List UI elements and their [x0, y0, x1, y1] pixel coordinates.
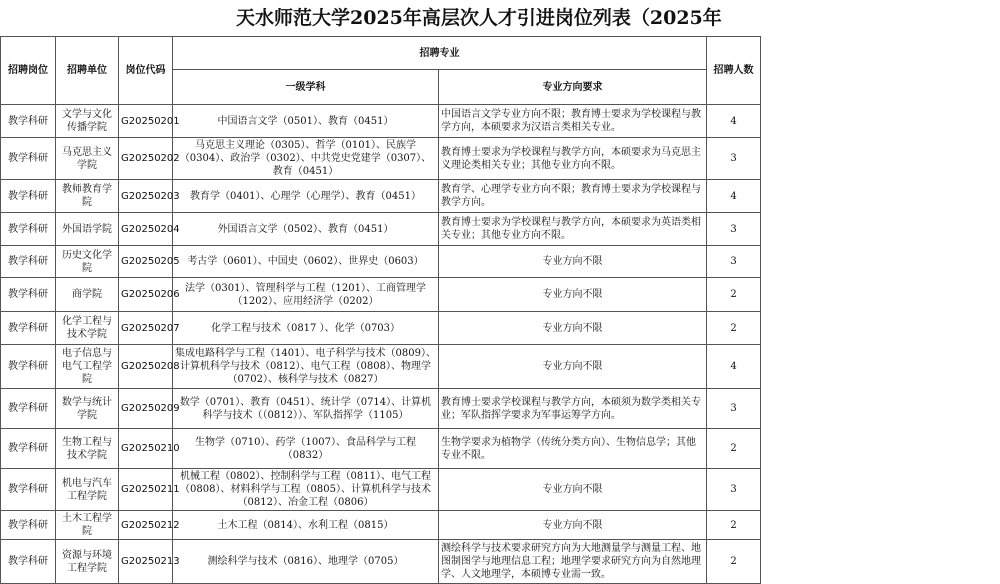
position-cell: 教学科研 — [1, 429, 56, 469]
header-code: 岗位代码 — [119, 37, 173, 105]
page-title: 天水师范大学2025年高层次人才引进岗位列表（2025年 — [236, 7, 722, 29]
discipline-cell: 考古学（0601）、中国史（0602）、世界史（0603） — [173, 246, 439, 278]
discipline-cell: 马克思主义理论（0305）、哲学（0101）、民族学（0304）、政治学（0302）、中共党史党建学（0307）、教育（0451） — [173, 138, 439, 180]
code-cell: G20250206 — [119, 278, 173, 312]
direction-cell: 专业方向不限 — [439, 278, 707, 312]
count-cell: 3 — [707, 389, 761, 429]
unit-cell: 化学工程与技术学院 — [56, 312, 119, 345]
unit-cell: 外国语学院 — [56, 213, 119, 246]
direction-cell: 生物学要求为植物学（传统分类方向）、生物信息学；其他专业不限。 — [439, 429, 707, 469]
code-cell: G20250209 — [119, 389, 173, 429]
unit-cell: 数学与统计学院 — [56, 389, 119, 429]
count-cell: 2 — [707, 511, 761, 540]
count-cell: 2 — [707, 312, 761, 345]
discipline-cell: 化学工程与技术（0817 ）、化学（0703） — [173, 312, 439, 345]
position-cell: 教学科研 — [1, 312, 56, 345]
discipline-cell: 集成电路科学与工程（1401）、电子科学与技术（0809）、计算机科学与技术（0812）、电气工程（0808）、物理学（0702）、核科学与技术（0827） — [173, 345, 439, 389]
unit-cell: 机电与汽车工程学院 — [56, 469, 119, 511]
direction-cell: 教育博士要求为学校课程与教学方向，本硕要求为英语类相关专业；其他专业方向不限。 — [439, 213, 707, 246]
header-direction: 专业方向要求 — [439, 70, 707, 105]
position-cell: 教学科研 — [1, 511, 56, 540]
count-cell: 2 — [707, 429, 761, 469]
direction-cell: 教育博士要求学校课程与教学方向，本硕须为数学类相关专业；军队指挥学要求为军事运筹学方向。 — [439, 389, 707, 429]
header-major: 招聘专业 — [173, 37, 707, 70]
table-row — [1, 213, 761, 246]
position-cell: 教学科研 — [1, 246, 56, 278]
code-cell: G20250201 — [119, 105, 173, 138]
table-row — [1, 389, 761, 429]
direction-cell: 专业方向不限 — [439, 345, 707, 389]
position-cell: 教学科研 — [1, 389, 56, 429]
table-row — [1, 138, 761, 180]
count-cell: 2 — [707, 278, 761, 312]
code-cell: G20250207 — [119, 312, 173, 345]
count-cell: 3 — [707, 469, 761, 511]
position-cell: 教学科研 — [1, 540, 56, 584]
unit-cell: 马克思主义学院 — [56, 138, 119, 180]
count-cell: 2 — [707, 540, 761, 584]
direction-cell: 专业方向不限 — [439, 511, 707, 540]
table-row — [1, 540, 761, 584]
discipline-cell: 中国语言文学（0501）、教育（0451） — [173, 105, 439, 138]
code-cell: G20250208 — [119, 345, 173, 389]
count-cell: 4 — [707, 180, 761, 213]
direction-cell: 专业方向不限 — [439, 246, 707, 278]
discipline-cell: 教育学（0401）、心理学（心理学）、教育（0451） — [173, 180, 439, 213]
discipline-cell: 生物学（0710）、药学（1007）、食品科学与工程（0832） — [173, 429, 439, 469]
count-cell: 4 — [707, 345, 761, 389]
header-count: 招聘人数 — [707, 37, 761, 105]
header-discipline: 一级学科 — [173, 70, 439, 105]
unit-cell: 土木工程学院 — [56, 511, 119, 540]
position-cell: 教学科研 — [1, 213, 56, 246]
table-row — [1, 511, 761, 540]
unit-cell: 文学与文化传播学院 — [56, 105, 119, 138]
direction-cell: 中国语言文学专业方向不限；教育博士要求为学校课程与教学方向，本硕要求为汉语言类相关专业。 — [439, 105, 707, 138]
position-cell: 教学科研 — [1, 345, 56, 389]
unit-cell: 历史文化学院 — [56, 246, 119, 278]
direction-cell: 专业方向不限 — [439, 469, 707, 511]
positions-table — [0, 36, 761, 584]
count-cell: 3 — [707, 246, 761, 278]
position-cell: 教学科研 — [1, 105, 56, 138]
code-cell: G20250211 — [119, 469, 173, 511]
header-row — [1, 37, 761, 70]
direction-cell: 教育博士要求为学校课程与教学方向，本硕要求为马克思主义理论类相关专业；其他专业方向不限。 — [439, 138, 707, 180]
discipline-cell: 测绘科学与技术（0816）、地理学（0705） — [173, 540, 439, 584]
position-cell: 教学科研 — [1, 138, 56, 180]
table-row — [1, 429, 761, 469]
code-cell: G20250210 — [119, 429, 173, 469]
code-cell: G20250204 — [119, 213, 173, 246]
table-row — [1, 345, 761, 389]
unit-cell: 电子信息与电气工程学院 — [56, 345, 119, 389]
table-row — [1, 312, 761, 345]
position-cell: 教学科研 — [1, 180, 56, 213]
unit-cell: 教师教育学院 — [56, 180, 119, 213]
count-cell: 3 — [707, 213, 761, 246]
direction-cell: 教育学、心理学专业方向不限；教育博士要求为学校课程与教学方向。 — [439, 180, 707, 213]
table-row — [1, 180, 761, 213]
discipline-cell: 土木工程（0814）、水利工程（0815） — [173, 511, 439, 540]
direction-cell: 测绘科学与技术要求研究方向为大地测量学与测量工程、地图制图学与地理信息工程；地理学要求研究方向为自然地理学、人文地理学，本硕博专业需一致。 — [439, 540, 707, 584]
code-cell: G20250205 — [119, 246, 173, 278]
count-cell: 3 — [707, 138, 761, 180]
table-row — [1, 469, 761, 511]
discipline-cell: 数学（0701）、教育（0451）、统计学（0714）、计算机科学与技术（（0812））、军队指挥学（1105） — [173, 389, 439, 429]
discipline-cell: 外国语言文学（0502）、教育（0451） — [173, 213, 439, 246]
header-unit: 招聘单位 — [56, 37, 119, 105]
code-cell: G20250203 — [119, 180, 173, 213]
count-cell: 4 — [707, 105, 761, 138]
unit-cell: 资源与环境工程学院 — [56, 540, 119, 584]
table-row — [1, 278, 761, 312]
unit-cell: 商学院 — [56, 278, 119, 312]
table-row — [1, 105, 761, 138]
discipline-cell: 法学（0301）、管理科学与工程（1201）、工商管理学（1202）、应用经济学（0202） — [173, 278, 439, 312]
code-cell: G20250202 — [119, 138, 173, 180]
unit-cell: 生物工程与技术学院 — [56, 429, 119, 469]
header-position: 招聘岗位 — [1, 37, 56, 105]
table-row — [1, 246, 761, 278]
table-body — [1, 105, 761, 584]
position-cell: 教学科研 — [1, 278, 56, 312]
code-cell: G20250213 — [119, 540, 173, 584]
discipline-cell: 机械工程（0802）、控制科学与工程（0811）、电气工程（0808）、材料科学与工程（0805）、计算机科学与技术（0812）、冶金工程（0806） — [173, 469, 439, 511]
direction-cell: 专业方向不限 — [439, 312, 707, 345]
code-cell: G20250212 — [119, 511, 173, 540]
position-cell: 教学科研 — [1, 469, 56, 511]
